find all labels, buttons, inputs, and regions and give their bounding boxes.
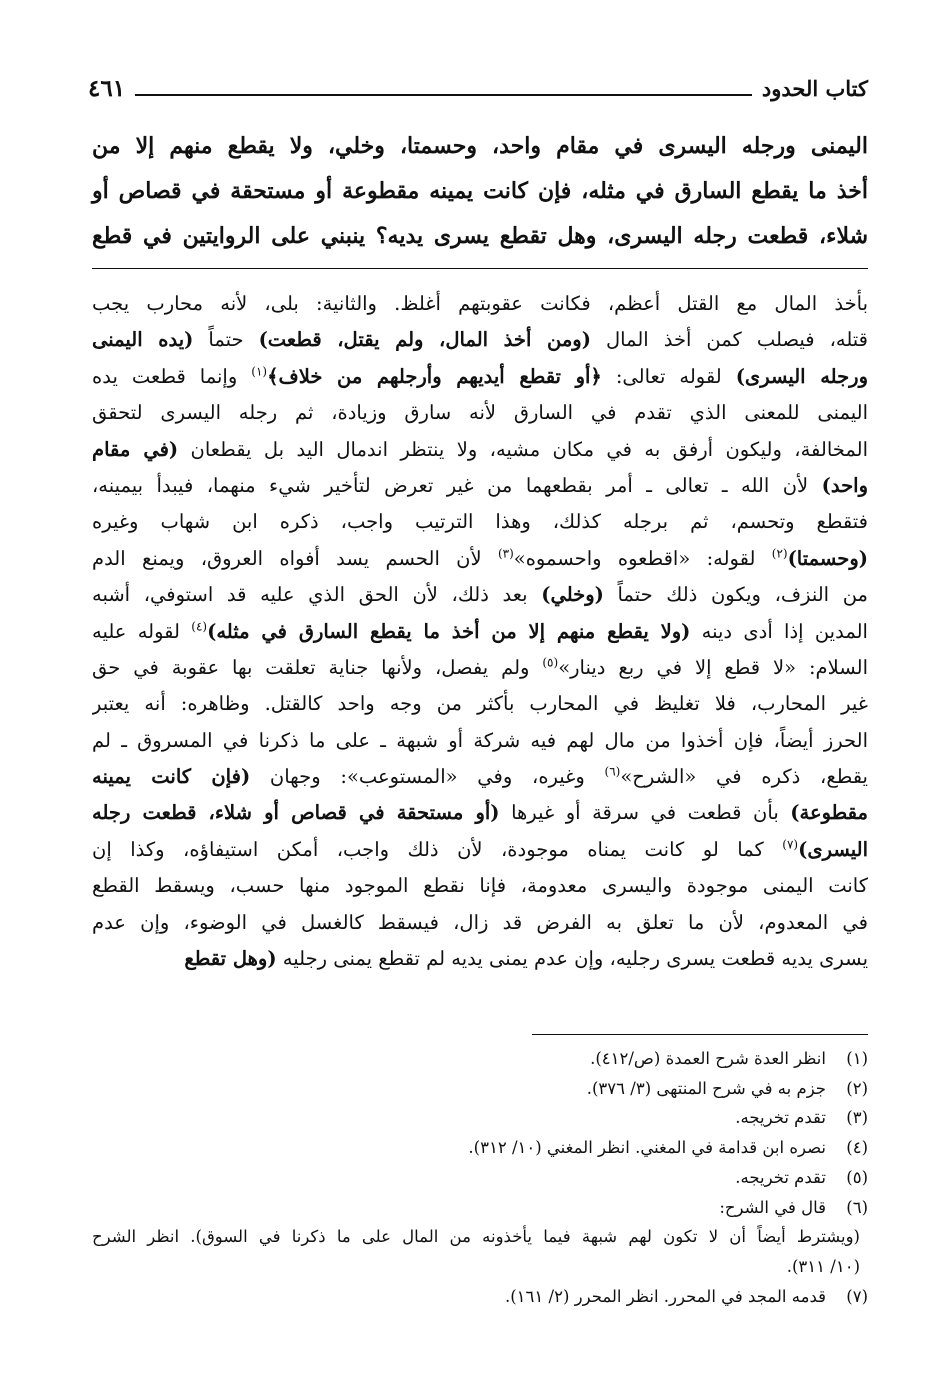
matn-text xyxy=(92,124,868,259)
commentary-line xyxy=(92,650,868,686)
footnote-text: نصره ابن قدامة في المغني. انظر المغني (١٠/ ٣١٢). xyxy=(468,1138,826,1158)
footnote xyxy=(92,1074,868,1104)
footnote-number xyxy=(860,1222,868,1252)
commentary-span: يقطع، ذكره في «الشرح» xyxy=(620,765,868,789)
matn-quote: (ولا يقطع منهم إلا من أخذ ما يقطع السارق في مثله) xyxy=(207,619,691,643)
commentary-span: اليمنى للمعنى الذي تقدم في السارق لأنه سارق وزيادة، ثم رجله اليسرى لتحقق xyxy=(92,401,868,425)
commentary-span: لقوله عليه xyxy=(92,619,192,643)
commentary-span: كانت اليمنى موجودة واليسرى معدومة، فإنا نقطع الموجود منها حسب، ويسقط القطع xyxy=(92,874,868,898)
commentary-span: لأن الله ـ تعالى ـ أمر بقطعهما من غير تعرض لتأخير شيء منهما، فيبدأ بيمينه، xyxy=(92,473,822,497)
commentary-line xyxy=(92,541,868,577)
footnote-ref: (٥) xyxy=(542,655,559,670)
commentary-span: في المعدوم، لأن ما تعلق به الفرض قد زال، فيسقط كالغسل في الوضوء، وإن عدم xyxy=(92,910,868,934)
matn-quote: (في مقام xyxy=(92,437,179,461)
footnotes xyxy=(92,1044,868,1311)
commentary-span: قتله، فيصلب كمن أخذ المال xyxy=(590,328,868,352)
commentary-span: غير المحارب، فلا تغليظ في المحارب بأكثر من وجه واحد كالقتل. وظاهره: أنه يعتبر xyxy=(92,692,868,716)
commentary-text xyxy=(92,286,868,977)
footnote-number: (٦) xyxy=(846,1197,868,1217)
commentary-span: بعد ذلك، لأن الحق الذي عليه قد استوفي، أشبه xyxy=(92,583,542,607)
matn-quote: مقطوعة) xyxy=(790,801,868,825)
footnote xyxy=(92,1163,868,1193)
commentary-span: لأن الحسم يسد أفواه العروق، ويمنع الدم xyxy=(92,546,498,570)
footnote-ref: (١) xyxy=(251,364,268,379)
footnote-text: تقدم تخريجه. xyxy=(735,1167,826,1187)
footnote-text: تقدم تخريجه. xyxy=(735,1108,826,1128)
commentary-line xyxy=(92,395,868,431)
commentary-line xyxy=(92,577,868,613)
commentary-span: المخالفة، وليكون أرفق به في مكان مشيه، ولا ينتظر اندمال اليد بل يقطعان xyxy=(178,437,868,461)
matn-quote: (يده اليمنى xyxy=(92,328,194,352)
header-rule xyxy=(135,94,752,96)
footnote-text: انظر العدة شرح العمدة (ص/٤١٢). xyxy=(590,1049,826,1068)
footnote-ref: (٦) xyxy=(604,764,621,779)
commentary-line xyxy=(92,468,868,504)
footnote-number: (٤) xyxy=(846,1138,868,1158)
commentary-span: لقوله تعالى: xyxy=(601,364,736,388)
footnote-ref: (٢) xyxy=(771,546,788,561)
footnote-ref: (٧) xyxy=(782,837,799,852)
matn-quote: ﴿أو تقطع أيديهم وأرجلهم من خلاف﴾ xyxy=(267,364,602,388)
commentary-line xyxy=(92,686,868,722)
commentary-line xyxy=(92,322,868,358)
commentary-line xyxy=(92,286,868,322)
matn-line: شلاء، قطعت رجله اليسرى، وهل تقطع يسرى يديه؟ ينبني على الروايتين في قطع xyxy=(92,223,868,249)
commentary-line xyxy=(92,723,868,759)
commentary-span: وإنما قطعت يده xyxy=(92,364,252,388)
footnote-text: قال في الشرح: xyxy=(719,1197,826,1217)
commentary-span: من النزف، ويكون ذلك حتماً xyxy=(603,583,868,607)
commentary-line xyxy=(92,868,868,904)
commentary-span: لقوله: «اقطعوه واحسموه» xyxy=(513,546,772,570)
footnote-text: جزم به في شرح المنتهى (٣/ ٣٧٦). xyxy=(586,1078,826,1098)
commentary-span: ولم يفصل، ولأنها جناية تعلقت بها عقوبة في حق xyxy=(92,655,543,679)
commentary-span: كما لو كانت يمناه موجودة، لأن ذلك واجب، أمكن استيفاؤه، وكذا إن xyxy=(92,837,783,861)
commentary-line xyxy=(92,759,868,795)
commentary-span: بأن قطعت في سرقة أو غيرها xyxy=(499,801,791,825)
matn-separator xyxy=(92,268,868,269)
footnote xyxy=(92,1044,868,1074)
matn-line: اليمنى ورجله اليسرى في مقام واحد، وحسمتا، وخلي، ولا يقطع منهم إلا من xyxy=(92,133,868,159)
book-title: كتاب الحدود xyxy=(761,76,868,101)
footnote-number: (٧) xyxy=(846,1286,868,1306)
matn-quote: (وخلي) xyxy=(541,583,604,607)
commentary-line xyxy=(92,832,868,868)
commentary-line xyxy=(92,941,868,977)
footnote xyxy=(92,1133,868,1163)
footnote-number: (٣) xyxy=(846,1108,868,1128)
commentary-span: وغيره، وفي «المستوعب»: وجهان xyxy=(250,765,605,789)
matn-quote: ورجله اليسرى) xyxy=(735,364,868,388)
matn-quote: (فإن كانت يمينه xyxy=(92,765,251,789)
footnote-number: (٥) xyxy=(846,1167,868,1187)
commentary-span: حتماً xyxy=(193,328,259,352)
matn-quote: (أو مستحقة في قصاص أو شلاء، قطعت رجله xyxy=(92,801,500,825)
commentary-span: يسرى يديه قطعت يسرى رجليه، وإن عدم يمنى يديه لم تقطع يمنى رجليه xyxy=(276,947,868,971)
commentary-line xyxy=(92,795,868,831)
commentary-span: فتقطع وتحسم، ثم برجله كذلك، وهذا الترتيب واجب، ذكره ابن شهاب وغيره xyxy=(92,510,868,534)
commentary-line xyxy=(92,614,868,650)
footnote xyxy=(92,1252,868,1282)
commentary-span: الحرز أيضاً، فإن أخذوا من مال لهم فيه شركة أو شبهة ـ على ما ذكرنا في المسروق ـ لم xyxy=(92,728,868,752)
footnote-ref: (٤) xyxy=(191,619,208,634)
footnote-text: قدمه المجد في المحرر. انظر المحرر (٢/ ١٦١). xyxy=(504,1286,826,1306)
matn-line: أخذ ما يقطع السارق في مثله، فإن كانت يمينه مقطوعة أو مستحقة في قصاص أو xyxy=(92,178,868,204)
commentary-line xyxy=(92,905,868,941)
footnote-ref: (٣) xyxy=(497,546,514,561)
footnote-number: (١) xyxy=(846,1049,868,1068)
footnote xyxy=(92,1193,868,1223)
matn-quote: (ومن أخذ المال، ولم يقتل، قطعت) xyxy=(258,328,591,352)
footnote xyxy=(92,1103,868,1133)
footnote xyxy=(92,1222,868,1252)
matn-quote: (وحسمتا) xyxy=(787,546,868,570)
commentary-line xyxy=(92,359,868,395)
footnote-separator xyxy=(532,1034,868,1035)
matn-quote: اليسرى) xyxy=(798,837,868,861)
commentary-line xyxy=(92,504,868,540)
footnote-number: (٢) xyxy=(846,1078,868,1098)
footnote-number xyxy=(860,1252,868,1282)
matn-quote: (وهل تقطع xyxy=(184,947,277,971)
commentary-span: السلام: «لا قطع إلا في ربع دينار» xyxy=(558,655,868,679)
footnote-text: (ويشترط أيضاً أن لا تكون لهم شبهة فيما يأخذونه من المال على ما ذكرنا في السوق). انظر الشرح xyxy=(92,1227,860,1247)
footnote-text: (١٠/ ٣١١). xyxy=(786,1256,860,1276)
commentary-line xyxy=(92,432,868,468)
commentary-span: المدين إذا أدى دينه xyxy=(690,619,868,643)
running-header xyxy=(88,70,868,104)
page-number: ٤٦١ xyxy=(88,75,126,102)
footnote xyxy=(92,1282,868,1312)
matn-quote: واحد) xyxy=(821,473,868,497)
commentary-span: بأخذ المال مع القتل أعظم، فكانت عقوبتهم أغلظ. والثانية: بلى، لأنه محارب يجب xyxy=(92,292,868,315)
